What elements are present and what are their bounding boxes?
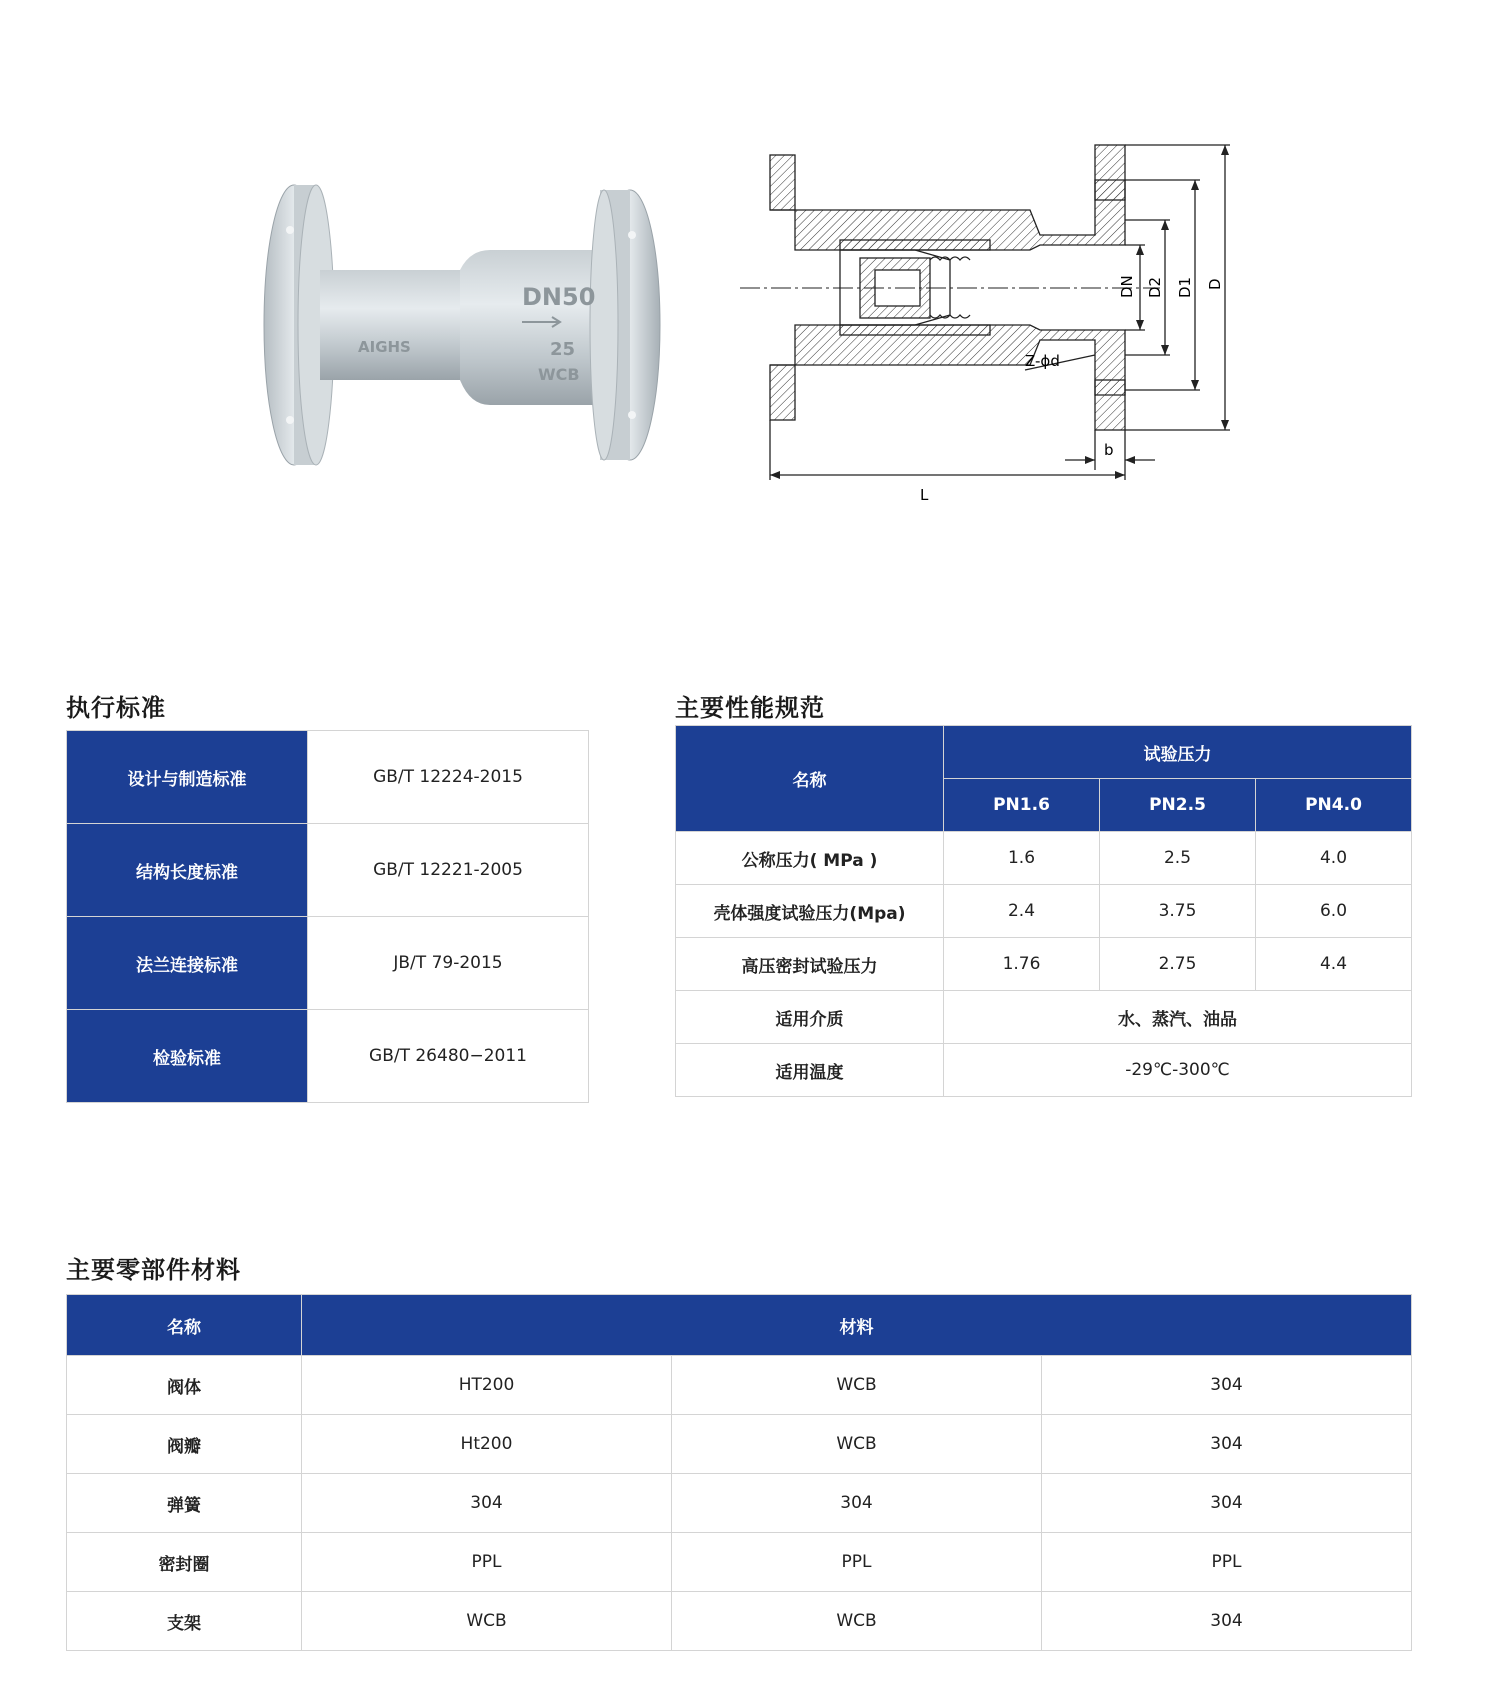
valve-section-svg [740, 140, 1280, 520]
product-photo [260, 180, 680, 470]
dim-dn-label: DN [1118, 275, 1136, 298]
table-row [67, 1533, 1412, 1592]
standard-label: 设计与制造标准 [67, 731, 308, 824]
perf-group-header: 试验压力 [944, 726, 1412, 779]
table-row [676, 938, 1412, 991]
mat-cell: WCB [302, 1592, 672, 1651]
part-name: 阀瓣 [67, 1415, 302, 1474]
table-row [67, 1295, 1412, 1356]
mat-cell: 304 [302, 1474, 672, 1533]
table-row [67, 917, 589, 1010]
mat-cell: WCB [672, 1415, 1042, 1474]
mat-cell: PPL [1042, 1533, 1412, 1592]
perf-cell: 2.4 [944, 885, 1100, 938]
cast-dn-text: DN50 [522, 283, 596, 311]
table-row [67, 1010, 589, 1103]
table-row [676, 726, 1412, 779]
standards-table [66, 730, 589, 1103]
table-row [67, 1592, 1412, 1651]
table-row [67, 731, 589, 824]
performance-title: 主要性能规范 [675, 694, 825, 722]
part-name: 支架 [67, 1592, 302, 1651]
standards-title: 执行标准 [66, 694, 166, 722]
perf-row-label: 公称压力( MPa ) [676, 832, 944, 885]
perf-cell: 3.75 [1100, 885, 1256, 938]
mat-cell: WCB [672, 1356, 1042, 1415]
mat-cell: 304 [1042, 1474, 1412, 1533]
valve-photo-svg [260, 180, 680, 470]
perf-name-header: 名称 [676, 726, 944, 832]
dim-zd-label: Z-ϕd [1025, 352, 1060, 370]
mat-cell: 304 [1042, 1415, 1412, 1474]
standard-label: 结构长度标准 [67, 824, 308, 917]
mat-cell: PPL [672, 1533, 1042, 1592]
pn-header: PN4.0 [1256, 779, 1412, 832]
perf-row-label: 壳体强度试验压力(Mpa) [676, 885, 944, 938]
mat-material-header: 材料 [302, 1295, 1412, 1356]
mat-cell: WCB [672, 1592, 1042, 1651]
medium-value: 水、蒸汽、油品 [944, 991, 1412, 1044]
table-row [67, 1356, 1412, 1415]
materials-title: 主要零部件材料 [66, 1256, 241, 1284]
cast-pn-text: 25 [550, 339, 576, 360]
dim-l-label: L [920, 486, 929, 504]
perf-cell: 2.75 [1100, 938, 1256, 991]
mat-cell: Ht200 [302, 1415, 672, 1474]
perf-cell: 1.76 [944, 938, 1100, 991]
dim-d-label: D [1206, 278, 1224, 290]
table-row [67, 1415, 1412, 1474]
table-row [67, 824, 589, 917]
performance-table [675, 725, 1412, 1097]
pn-header: PN1.6 [944, 779, 1100, 832]
table-row [676, 991, 1412, 1044]
standard-label: 法兰连接标准 [67, 917, 308, 1010]
medium-label: 适用介质 [676, 991, 944, 1044]
part-name: 密封圈 [67, 1533, 302, 1592]
part-name: 弹簧 [67, 1474, 302, 1533]
standard-value: JB/T 79-2015 [308, 917, 589, 1010]
dim-d2-label: D2 [1146, 276, 1164, 298]
table-row [676, 832, 1412, 885]
mat-cell: PPL [302, 1533, 672, 1592]
perf-cell: 6.0 [1256, 885, 1412, 938]
cast-brand-text: AIGHS [358, 338, 411, 356]
mat-cell: 304 [1042, 1356, 1412, 1415]
perf-row-label: 高压密封试验压力 [676, 938, 944, 991]
temperature-label: 适用温度 [676, 1044, 944, 1097]
pn-header: PN2.5 [1100, 779, 1256, 832]
table-row [676, 885, 1412, 938]
technical-drawing [740, 140, 1280, 520]
cast-mat-text: WCB [538, 365, 580, 384]
mat-cell: 304 [672, 1474, 1042, 1533]
materials-table [66, 1294, 1412, 1651]
mat-name-header: 名称 [67, 1295, 302, 1356]
standard-value: GB/T 26480−2011 [308, 1010, 589, 1103]
perf-cell: 2.5 [1100, 832, 1256, 885]
standard-value: GB/T 12224-2015 [308, 731, 589, 824]
perf-cell: 4.4 [1256, 938, 1412, 991]
dim-d1-label: D1 [1176, 276, 1194, 298]
standard-label: 检验标准 [67, 1010, 308, 1103]
temperature-value: -29℃-300℃ [944, 1044, 1412, 1097]
table-row [676, 1044, 1412, 1097]
standard-value: GB/T 12221-2005 [308, 824, 589, 917]
perf-cell: 4.0 [1256, 832, 1412, 885]
dim-b-label: b [1104, 441, 1114, 459]
part-name: 阀体 [67, 1356, 302, 1415]
mat-cell: 304 [1042, 1592, 1412, 1651]
perf-cell: 1.6 [944, 832, 1100, 885]
mat-cell: HT200 [302, 1356, 672, 1415]
table-row [67, 1474, 1412, 1533]
